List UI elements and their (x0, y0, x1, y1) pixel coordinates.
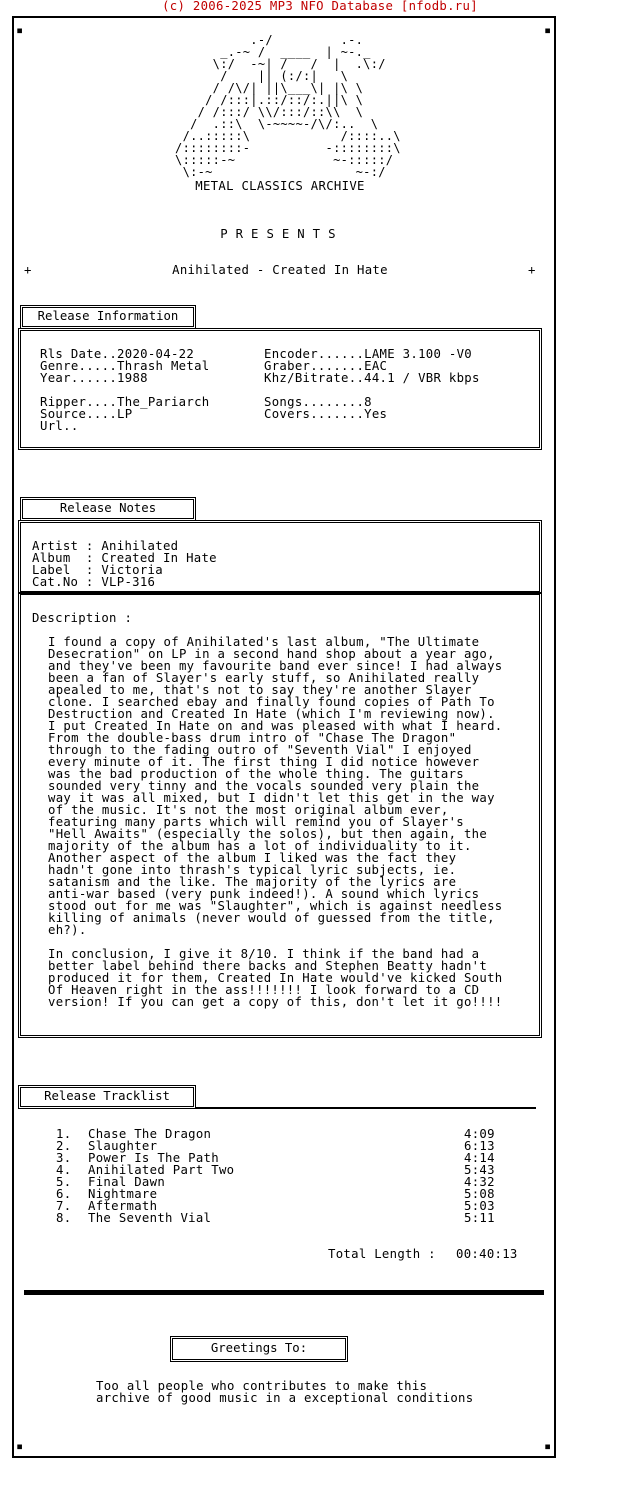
track-length: 6:13 (464, 1139, 495, 1153)
track-length: 5:11 (464, 1211, 495, 1225)
track-length: 4:14 (464, 1151, 495, 1165)
track-number: 7. (56, 1199, 72, 1213)
description-paragraph-1: I found a copy of Anihilated's last album, "The Ultimate Desecration" on LP in a second hand shop about a year ago, and they've been my favourite band ever since! I had always been a fan of Slayer's early stuff, so Anihilated really apealed to me, that's not to say they're another Slayer clone. I searched ebay and finally found copies of Path To Destruction and Created In Hate (which I'm reviewing now). I put Created In Hate on and was pleased with what I heard. From the double-bass drum intro of "Chase The Dragon" through to the fading outro of "Seventh Vial" I enjoyed every minute of it. The first thing I did notice however was the bad production of the whole thing. The guitars sounded very tinny and the vocals sounded very plain the way it was all mixed, but I didn't let this get in the way of the music. It's not the most original album ever, featuring many parts which will remind you of Slayer's "Hell Awaits" (especially the solos), but then again, the majority of the album has a lot of individuality to it. Another aspect of the album I liked was the fact they hadn't gone into thrash's typical lyric subjects, ie. satanism and the like. The majority of the lyrics are anti-war based (very punk indeed!). A sound which lyrics stood out for me was "Slaughter", which is against needless killing of animals (never would of guessed from the title, eh?). (48, 635, 503, 937)
track-title: Anihilated Part Two (88, 1163, 235, 1177)
track-number: 6. (56, 1187, 72, 1201)
plus-left: + (24, 263, 32, 277)
release-info-right-line: Songs........8 (264, 395, 372, 409)
release-info-tab: Release Information (20, 305, 196, 329)
release-info-left-column (40, 348, 209, 432)
corner-marker-bottom-left: ▪ (16, 1439, 24, 1453)
track-title: Final Dawn (88, 1175, 166, 1189)
release-info-right-column (264, 348, 480, 432)
release-info-right-line: Graber.......EAC (264, 359, 388, 373)
tracklist-tab: Release Tracklist (18, 1085, 196, 1109)
corner-marker-top-right: ▪ (544, 23, 552, 37)
description-paragraph-2: In conclusion, I give it 8/10. I think if the band had a better label behind there backs and Stephen Beatty hadn't produced it for them, Created In Hate would've kicked South Of Heaven right in the ass!!!!!!! I look forward to a CD version! If you can get a copy of this, don't let it go!!!! (48, 947, 503, 1009)
track-row (56, 1212, 516, 1224)
track-number: 1. (56, 1127, 72, 1141)
release-notes-meta-line: Album : Created In Hate (32, 551, 217, 565)
release-info-right-line: Khz/Bitrate..44.1 / VBR kbps (264, 371, 480, 385)
release-info-left-line: Rls Date..2020-04-22 (40, 347, 195, 361)
track-length: 5:43 (464, 1163, 495, 1177)
track-number: 5. (56, 1175, 72, 1189)
corner-marker-bottom-right: ▪ (544, 1439, 552, 1453)
release-info-left-line: Year......1988 (40, 371, 148, 385)
track-title: Chase The Dragon (88, 1127, 212, 1141)
track-title: Aftermath (88, 1199, 158, 1213)
site-banner: (c) 2006-2025 MP3 NFO Database [nfodb.ru] (162, 0, 478, 13)
track-number: 3. (56, 1151, 72, 1165)
release-info-right-line: Covers.......Yes (264, 407, 388, 421)
release-notes-meta-line: Label : Victoria (32, 563, 163, 577)
section-divider (24, 1290, 544, 1295)
description-label: Description : (32, 611, 133, 625)
release-title: Anihilated - Created In Hate (172, 263, 388, 277)
total-length-value: 00:40:13 (456, 1247, 518, 1261)
track-number: 2. (56, 1139, 72, 1153)
presents-heading: P R E S E N T S (220, 227, 336, 241)
track-length: 4:09 (464, 1127, 495, 1141)
total-length-label: Total Length : (328, 1247, 436, 1261)
archive-name: METAL CLASSICS ARCHIVE (195, 179, 365, 193)
release-info-right-line: Encoder......LAME 3.100 -V0 (264, 347, 472, 361)
track-title: Slaughter (88, 1139, 158, 1153)
track-length: 4:32 (464, 1175, 495, 1189)
release-info-left-line: Genre.....Thrash Metal (40, 359, 210, 373)
release-notes-meta (32, 540, 217, 588)
release-info-right-line (264, 420, 480, 432)
track-title: Nightmare (88, 1187, 158, 1201)
release-info-left-line: Url.. (40, 419, 79, 433)
track-title: Power Is The Path (88, 1151, 219, 1165)
track-number: 4. (56, 1163, 72, 1177)
track-length: 5:08 (464, 1187, 495, 1201)
release-notes-tab: Release Notes (20, 497, 196, 521)
release-notes-meta-line: Artist : Anihilated (32, 539, 179, 553)
greetings-box: Greetings To: (170, 1336, 348, 1362)
plus-right: + (528, 263, 536, 277)
tracklist-rule (196, 1107, 536, 1109)
release-info-left-line: Source....LP (40, 407, 133, 421)
track-length: 5:03 (464, 1199, 495, 1213)
greetings-text: Too all people who contributes to make this archive of good music in a exceptional conditions (96, 1379, 474, 1405)
track-title: The Seventh Vial (88, 1211, 212, 1225)
track-number: 8. (56, 1211, 72, 1225)
release-notes-meta-line: Cat.No : VLP-316 (32, 575, 156, 589)
release-info-left-line: Ripper....The_Pariarch (40, 395, 210, 409)
logo-ascii-art: .-/ .-. _.-~ / ____ | ~-._ \:/ -~| / / | .\:/ / || (:/:| \ / /\/| ||\___\| |\ \ / /:::|.::/::/:.||\ \ / /:::/ \\/:::/::\\ \ / .::\ \-~~~~-/\/:.. \ /..:::::\ /::::..\ /::::::::- -::::::::\ \:::::-~ ~-:::::/ \:-~ ~-:/ (175, 33, 401, 179)
corner-marker-top-left: ▪ (16, 23, 24, 37)
